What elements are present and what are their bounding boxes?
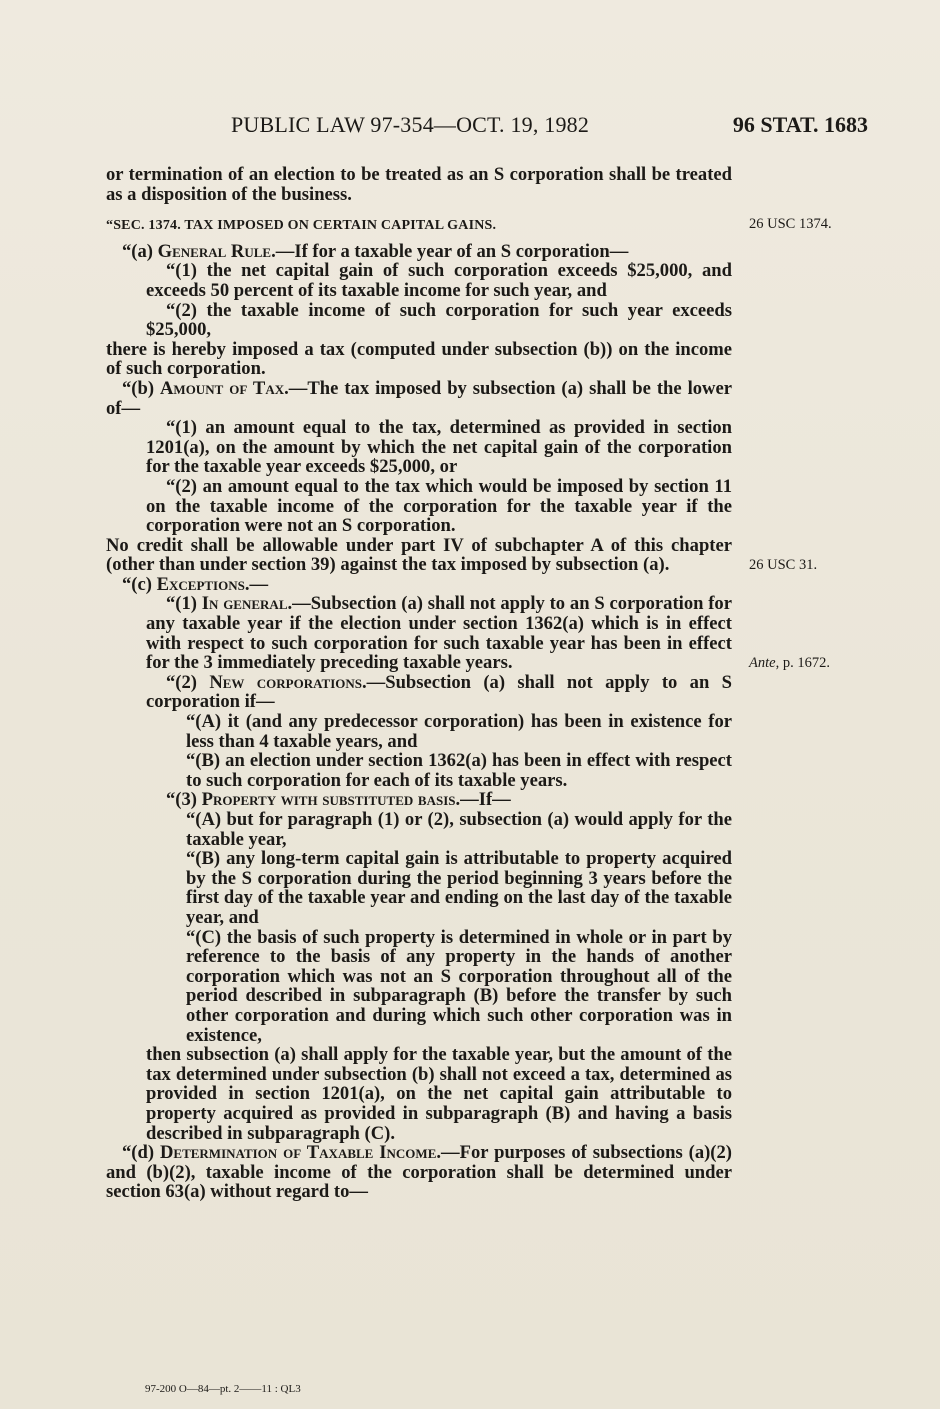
subsection-c-lead: “(c) bbox=[122, 573, 157, 595]
subsection-c bbox=[106, 575, 732, 595]
subsection-b-text: —The tax imposed by subsection (a) shall be the lower of— bbox=[106, 377, 732, 419]
subsection-a-title: General Rule. bbox=[157, 240, 276, 262]
subsection-b bbox=[106, 379, 732, 418]
paragraph-c3-text: —If— bbox=[460, 789, 511, 811]
paragraph-c1-title: In general. bbox=[201, 593, 293, 615]
subsection-a-lead: “(a) bbox=[122, 240, 158, 262]
paragraph-c2-text: —Subsection (a) shall not apply to an S corporation if— bbox=[146, 671, 732, 713]
paragraph-b2: “(2) an amount equal to the tax which would be imposed by section 11 on the taxable income of the corporation for the taxable year if the corporation were not an S corporation. bbox=[146, 475, 732, 537]
paragraph-a1: “(1) the net capital gain of such corporation exceeds $25,000, and exceeds 50 percent of its taxable income for such year, and bbox=[146, 260, 732, 301]
body-text bbox=[106, 165, 732, 1202]
paragraph-b1: “(1) an amount equal to the tax, determined as provided in section 1201(a), on the amount by which the net capital gain of the corporation for the taxable year exceeds $25,000, or bbox=[146, 417, 732, 478]
subsection-b-title: Amount of Tax. bbox=[160, 377, 289, 399]
paragraph-c3-title: Property with substituted basis. bbox=[201, 789, 461, 811]
margin-note-ante-rest: , p. 1672. bbox=[775, 655, 830, 671]
section-heading: “SEC. 1374. TAX IMPOSED ON CERTAIN CAPITAL GAINS. bbox=[106, 218, 497, 234]
margin-note-ante-italic: Ante bbox=[749, 655, 776, 671]
subparagraph-c3c: “(C) the basis of such property is determined in whole or in part by reference to the basis of any property in the hands of another corporation which was not an S corporation throughout all of the period described in subparagraph (B) before the transfer by such other corporation and during which such other corporation was in existence, bbox=[186, 926, 732, 1046]
margin-note-ante bbox=[749, 655, 830, 672]
paragraph-c1-lead: “(1) bbox=[166, 593, 202, 615]
subparagraph-c3b: “(B) any long-term capital gain is attributable to property acquired by the S corporation during the period beginning 3 years before the first day of the taxable year and ending on the last day of the taxable year, and bbox=[186, 848, 732, 928]
margin-note-26-usc-31: 26 USC 31. bbox=[749, 557, 818, 573]
paragraph-c2-title: New corporations. bbox=[209, 671, 367, 693]
paragraph-c3-tail: then subsection (a) shall apply for the taxable year, but the amount of the tax determined under subsection (b) shall not exceed a tax, determined as provided in section 1201(a), on the net capital gain attributable to property acquired as provided in subparagraph (B) and having a basis described in subparagraph (C). bbox=[146, 1044, 732, 1144]
subsection-b-tail: No credit shall be allowable under part IV of subchapter A of this chapter (other than under section 39) against the tax imposed by subsection (a). bbox=[106, 534, 732, 576]
paragraph-c3-lead: “(3) bbox=[166, 789, 202, 811]
subsection-a bbox=[106, 242, 732, 262]
subparagraph-c3a: “(A) but for paragraph (1) or (2), subsection (a) would apply for the taxable year, bbox=[186, 809, 732, 850]
subsection-d-lead: “(d) bbox=[122, 1142, 160, 1164]
paragraph-c1-text: —Subsection (a) shall not apply to an S corporation for any taxable year if the election under section 1362(a) which is in effect with respect to such corporation for such taxable year has been in effect for the 3 immediately preceding taxable years. bbox=[146, 593, 732, 674]
paragraph-c1 bbox=[106, 594, 732, 672]
subsection-c-title: Exceptions. bbox=[156, 573, 250, 595]
margin-note-26-usc-1374: 26 USC 1374. bbox=[749, 216, 832, 232]
page-footer bbox=[145, 1383, 301, 1395]
page-number: 96 STAT. 1683 bbox=[732, 112, 868, 137]
page-header bbox=[0, 112, 940, 142]
paragraph-c3 bbox=[106, 790, 732, 810]
paragraph-continuation: or termination of an election to be treated as an S corporation shall be treated as a disposition of the business. bbox=[106, 164, 732, 205]
subsection-d-title: Determination of Taxable Income. bbox=[159, 1142, 442, 1164]
subsection-a-text: —If for a taxable year of an S corporation— bbox=[275, 240, 629, 262]
paragraph-a2: “(2) the taxable income of such corporation for such year exceeds $25,000, bbox=[146, 299, 732, 341]
subsection-c-text: — bbox=[249, 573, 269, 595]
subsection-b-lead: “(b) bbox=[122, 377, 160, 399]
running-head: PUBLIC LAW 97-354—OCT. 19, 1982 bbox=[231, 112, 590, 137]
subsection-a-tail: there is hereby imposed a tax (computed under subsection (b)) on the income of such corporation. bbox=[106, 338, 732, 380]
subparagraph-c2a: “(A) it (and any predecessor corporation) has been in existence for less than 4 taxable years, and bbox=[186, 711, 732, 752]
paragraph-c2-lead: “(2) bbox=[166, 671, 210, 693]
subparagraph-c2b: “(B) an election under section 1362(a) has been in effect with respect to such corporation for each of its taxable years. bbox=[186, 750, 732, 791]
subsection-d-text: —For purposes of subsections (a)(2) and (b)(2), taxable income of the corporation shall be determined under section 63(a) without regard to— bbox=[106, 1142, 732, 1203]
subsection-d bbox=[106, 1143, 732, 1202]
jacket-number: 97-200 O—84—pt. 2——11 : QL3 bbox=[145, 1383, 301, 1395]
paragraph-c2 bbox=[106, 673, 732, 712]
